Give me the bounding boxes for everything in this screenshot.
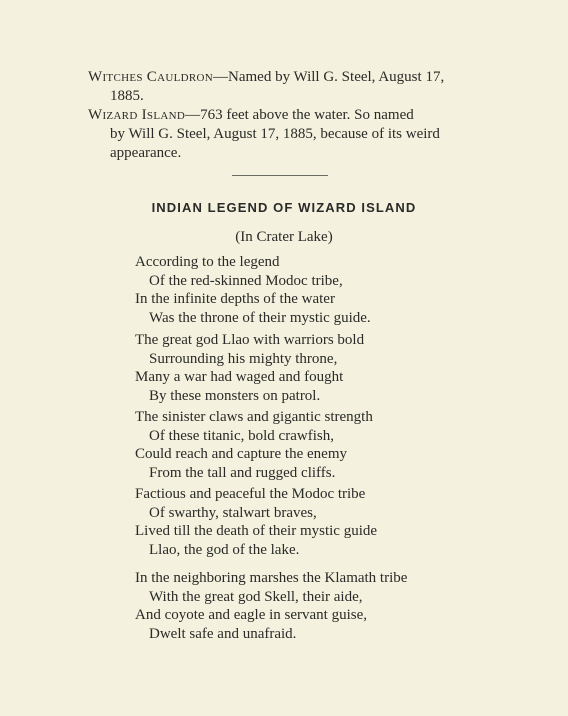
poem-stanza-3 [135, 408, 535, 482]
entry-term: Witches Cauldron [88, 69, 213, 85]
entry-term: Wizard Island [88, 107, 186, 123]
verse-line: Of these titanic, bold crawfish, [149, 427, 334, 444]
verse-line: In the neighboring marshes the Klamath tribe [135, 570, 408, 586]
poem-title: INDIAN LEGEND OF WIZARD ISLAND [151, 200, 417, 215]
verse-line: In the infinite depths of the water [135, 291, 335, 307]
entry-continuation-line: appearance. [110, 145, 182, 161]
poem-stanza-2 [135, 331, 535, 405]
poem-stanza-1 [135, 253, 535, 327]
verse-line: Was the throne of their mystic guide. [149, 309, 371, 326]
verse-line: And coyote and eagle in servant guise, [135, 607, 368, 623]
verse-line: Many a war had waged and fought [135, 369, 344, 385]
entry-continuation-line: by Will G. Steel, August 17, 1885, because of its weird [110, 126, 440, 142]
verse-line: Of the red-skinned Modoc tribe, [149, 272, 343, 289]
poem-subtitle: (In Crater Lake) [235, 229, 333, 245]
verse-line: The sinister claws and gigantic strength [135, 409, 373, 425]
verse-line: Llao, the god of the lake. [149, 541, 300, 558]
verse-line: Dwelt safe and unafraid. [149, 625, 297, 642]
glossary-entry-witches-cauldron [88, 68, 528, 106]
glossary-entry-wizard-island [88, 106, 528, 163]
verse-line: With the great god Skell, their aide, [149, 588, 363, 605]
verse-line: Of swarthy, stalwart braves, [149, 504, 317, 521]
poem-stanza-4 [135, 485, 535, 559]
entry-continuation-line: 1885. [110, 88, 144, 104]
entry-text: —763 feet above the water. So named [185, 107, 414, 123]
entry-first-line [88, 106, 528, 125]
verse-line: Factious and peaceful the Modoc tribe [135, 486, 366, 502]
section-divider [232, 175, 328, 176]
poem-stanza-5 [135, 569, 535, 643]
verse-line: Surrounding his mighty throne, [149, 350, 338, 367]
verse-line: From the tall and rugged cliffs. [149, 464, 336, 481]
verse-line: By these monsters on patrol. [149, 387, 321, 404]
entry-first-line [88, 68, 528, 87]
verse-line: The great god Llao with warriors bold [135, 332, 365, 348]
verse-line: According to the legend [135, 254, 280, 270]
verse-line: Could reach and capture the enemy [135, 446, 347, 462]
verse-line: Lived till the death of their mystic guide [135, 523, 378, 539]
entry-text: —Named by Will G. Steel, August 17, [213, 69, 445, 85]
